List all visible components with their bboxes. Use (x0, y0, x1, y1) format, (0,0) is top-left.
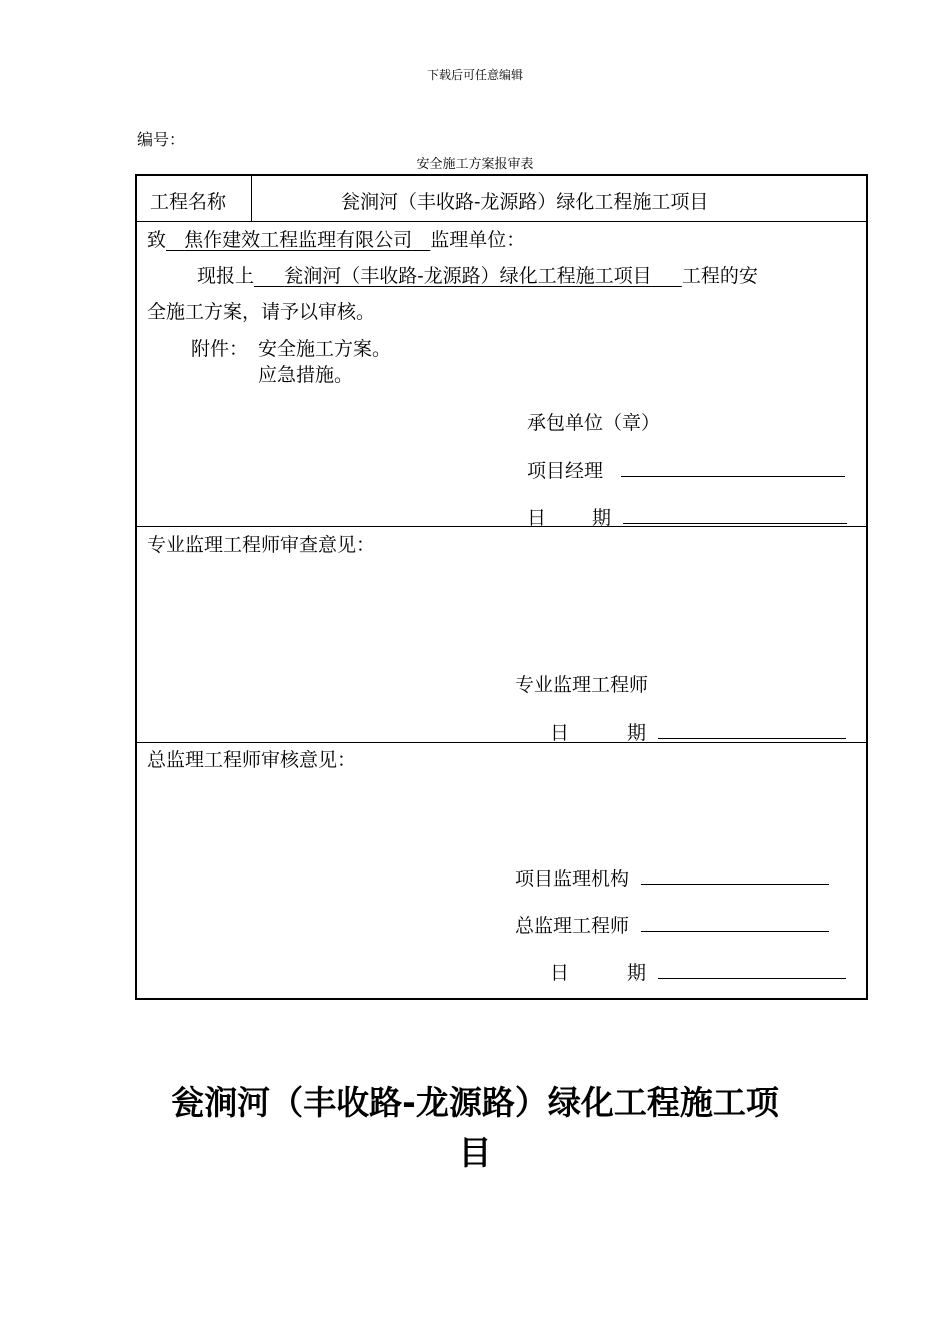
addressee-line (147, 225, 525, 252)
org-blank (641, 866, 829, 885)
contractor-manager-line (527, 456, 845, 483)
serial-label: 编号： (137, 130, 186, 149)
chief-label: 总监理工程师 (515, 915, 630, 937)
date-label-2: 期 (627, 722, 647, 744)
header-note: 下载后可任意编辑 (426, 68, 523, 82)
date-label-2: 期 (592, 507, 612, 529)
chief-date-line (550, 958, 846, 985)
date-label-1: 日 (550, 722, 570, 744)
report-suffix: 工程的安 (681, 265, 758, 287)
addressee-suffix: 监理单位： (430, 229, 526, 251)
approval-form-table (135, 174, 868, 1000)
date-label-2: 期 (627, 962, 647, 984)
report-prefix: 现报上 (197, 265, 255, 287)
chief-org-line (515, 864, 829, 891)
contractor-date-blank (623, 505, 847, 524)
date-label-1: 日 (527, 507, 547, 529)
cover-title (0, 1078, 950, 1178)
engineer-date-blank (658, 720, 846, 739)
contractor-unit-seal: 承包单位（章） (527, 412, 661, 434)
project-name-label: 工程名称 (150, 191, 227, 213)
cover-title-line-2: 目 (458, 1133, 492, 1172)
attachment-item-1: 安全施工方案。 (258, 338, 392, 360)
report-line-1 (197, 261, 758, 288)
row-divider (137, 742, 866, 743)
manager-signature-blank (621, 458, 845, 477)
addressee-prefix: 致 (147, 229, 167, 251)
cover-title-line-1: 瓮涧河（丰收路-龙源路）绿化工程施工项 (171, 1083, 779, 1122)
project-name-value: 瓮涧河（丰收路-龙源路）绿化工程施工项目 (341, 191, 709, 213)
report-project: 瓮涧河（丰收路-龙源路）绿化工程施工项目 (284, 265, 652, 287)
chief-signer-line (515, 911, 829, 938)
engineer-date-line (550, 718, 846, 745)
engineer-review-heading: 专业监理工程师审查意见： (147, 534, 376, 556)
attachments-label: 附件： (191, 338, 249, 360)
column-divider (251, 176, 252, 222)
engineer-signer-label: 专业监理工程师 (515, 674, 649, 696)
report-line-2: 全施工方案，请予以审核。 (147, 301, 376, 323)
addressee-company: 焦作建效工程监理有限公司 (184, 229, 413, 251)
attachment-item-2: 应急措施。 (258, 364, 354, 386)
row-divider (137, 526, 866, 527)
row-divider (137, 221, 866, 222)
form-title: 安全施工方案报审表 (416, 157, 534, 172)
manager-label: 项目经理 (527, 460, 604, 482)
chief-blank (641, 913, 829, 932)
date-label-1: 日 (550, 962, 570, 984)
chief-review-heading: 总监理工程师审核意见： (147, 749, 357, 771)
org-label: 项目监理机构 (515, 868, 630, 890)
chief-date-blank (658, 960, 846, 979)
